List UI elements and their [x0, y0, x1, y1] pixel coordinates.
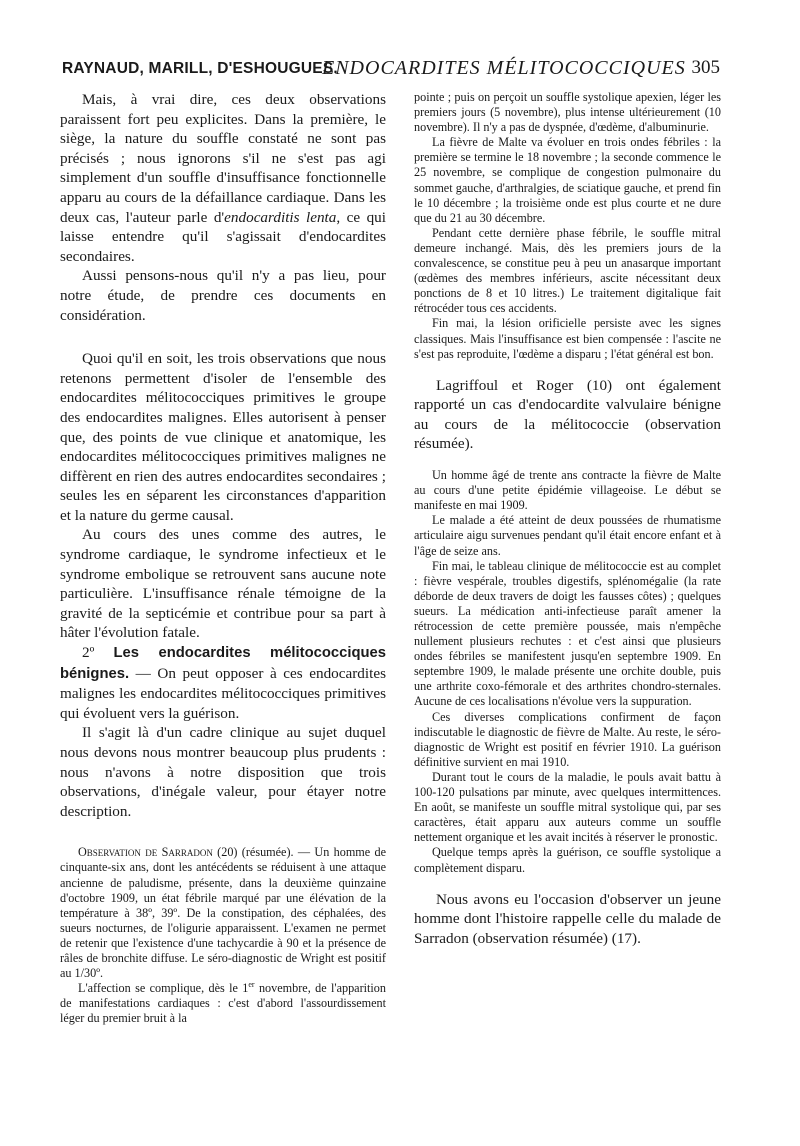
paragraph: Il s'agit là d'un cadre clinique au sujet duquel nous devons nous montrer beaucoup plus prudents : nous n'avons à notre disposition que trois observations, d'inégale valeur, pour étayer notre description.	[60, 724, 386, 820]
observation-paragraph: Durant tout le cours de la maladie, le pouls avait battu à 100-120 pulsations par minute, avec quelques intermittences. En août, se manifeste un souffle mitral systolique qui, par ses caractères, était apparu aux auteurs comme un souffle nettement organique et les avait incités à réserver le pronostic.	[414, 769, 721, 845]
section-heading: Les endocardites mélitococciques bénignes.	[60, 645, 386, 682]
observation-paragraph: Fin mai, la lésion orificielle persiste avec les signes classiques. Mais l'insuffisance est bien compensée : l'ascite ne s'est pas reproduite, l'œdème a disparu ; l'état général est bon.	[414, 316, 721, 361]
page-number: 305	[691, 57, 720, 78]
left-column	[60, 90, 386, 1027]
observation-paragraph: Le malade a été atteint de deux poussées de rhumatisme articulaire aigu survenues pendant qu'il était encore enfant et à l'âge de seize ans.	[414, 513, 721, 558]
paragraph: Aussi pensons-nous qu'il n'y a pas lieu, pour notre étude, de prendre ces documents en considération.	[60, 267, 386, 324]
observation-paragraph: La fièvre de Malte va évoluer en trois ondes fébriles : la première se termine le 18 novembre ; la seconde commence le 25 novembre, se complique de congestion pulmonaire du sommet gauche, d'arthralgies, de sciatique gauche, et prend fin le 10 décembre ; la troisième onde est plus courte et ne dure que du 21 au 30 décembre.	[414, 135, 721, 225]
spacer	[60, 821, 386, 845]
section-paragraph: 2º Les endocardites mélitococciques bénignes. — On peut opposer à ces endocardites malignes les endocardites mélitococciques primitives qui évoluent vers la guérison.	[60, 644, 386, 722]
paragraph: Mais, à vrai dire, ces deux observations paraissent fort peu explicites. Dans la première, le siège, la nature du souffle constaté ne sont pas précisés ; nous ignorons s'il ne s'est pas agi simplement d'un souffle d'insuffisance fonctionnelle apparu au cours de la défaillance cardiaque. Dans les deux cas, l'auteur parle d'endocarditis lenta, ce qui laisse entendre qu'il s'agissait d'endocardites secondaires.	[60, 91, 386, 265]
paragraph: Quoi qu'il en soit, les trois observations que nous retenons permettent d'isoler de l'ensemble des endocardites mélitococciques primitives le groupe des endocardites malignes. Elles autorisent à penser que, des points de vue clinique et anatomique, les endocardites mélitococciques primitives malignes ne diffèrent en rien des autres endocardites secondaires ; seules les en séparent les circonstances d'apparition et la nature du germe causal.	[60, 350, 386, 524]
spacer	[414, 454, 721, 468]
observation-paragraph: L'affection se complique, dès le 1er novembre, de l'apparition de manifestations cardiaques : c'est d'abord l'assourdissement léger du premier bruit à la	[60, 980, 386, 1026]
spacer	[414, 876, 721, 890]
observation-paragraph: pointe ; puis on perçoit un souffle systolique apexien, léger les premiers jours (5 novembre), plus intense ultérieurement (10 novembre). Il n'y a pas de dyspnée, d'œdème, d'albuminurie.	[414, 90, 721, 135]
paragraph: Au cours des unes comme des autres, le syndrome cardiaque, le syndrome infectieux et le syndrome embolique se retrouvent sans aucune note particulière. L'insuffisance rénale témoigne de la gravité de la septicémie et contribue pour sa part à hâter l'évolution fatale.	[60, 526, 386, 642]
observation-paragraph: Fin mai, le tableau clinique de mélitococcie est au complet : fièvre vespérale, troubles digestifs, splénomégalie (la rate déborde de deux travers de doigt les fausses côtes) ; quelques sueurs. La médication anti-infectieuse paraît amener la rétrocession de cette première poussée, mais n'empêche nullement plusieurs rechutes : et c'est ainsi que plusieurs ondes fébriles se manifestent jusqu'en septembre 1909. En septembre 1909, le malade présente une orchite double, puis une arthrite coxo-fémorale et des arthrites chondro-sternales. Aucune de ces localisations n'évolue vers la suppuration.	[414, 558, 721, 709]
italic-term: endocarditis lenta	[224, 208, 337, 226]
section-number: 2º	[82, 644, 95, 662]
observation-paragraph: Un homme âgé de trente ans contracte la fièvre de Malte au cours d'une petite épidémie villageoise. Le début se manifeste en mai 1909.	[414, 468, 721, 513]
spacer	[414, 362, 721, 376]
header-title: ENDOCARDITES MÉLITOCOCCIQUES	[322, 57, 686, 79]
observation-label: Observation de Sarradon	[78, 845, 213, 860]
observation-paragraph: Quelque temps après la guérison, ce souffle systolique a complètement disparu.	[414, 845, 721, 875]
observation-paragraph: Pendant cette dernière phase fébrile, le souffle mitral demeure inchangé. Mais, dès les premiers jours de la convalescence, se constitue peu à peu un anasarque important (œdèmes des membres inférieurs, ascite nécessitant deux ponctions de 8 et 10 litres.) Le traitement digitalique fait rétrocéder tous ces accidents.	[414, 225, 721, 316]
spacer	[60, 325, 386, 349]
observation-paragraph: Ces diverses complications confirment de façon indiscutable le diagnostic de fièvre de Malte. Au reste, le séro-diagnostic de Wright est positif en février 1910. La guérison définitive survient en mai 1910.	[414, 709, 721, 769]
header-authors: RAYNAUD, MARILL, D'ESHOUGUES.	[62, 60, 338, 77]
right-column	[414, 90, 721, 948]
running-header	[62, 55, 720, 87]
observation-paragraph: Observation de Sarradon (20) (résumée). — Un homme de cinquante-six ans, dont les antécédents se réduisent à une attaque ancienne de paludisme, présente, dans la deuxième quinzaine d'octobre 1909, un état fébrile marqué par une élévation de la température à 38º, 39º. De la constipation, des céphalées, des sueurs nocturnes, de l'oligurie apparaissent. L'examen ne permet de retenir que l'existence d'une tachycardie à 90 et la présence de râles de bronchite diffuse. Le séro-diagnostic de Wright est positif au 1/30º.	[60, 845, 387, 981]
paragraph: Nous avons eu l'occasion d'observer un jeune homme dont l'histoire rappelle celle du malade de Sarradon (observation résumée) (17).	[414, 890, 721, 947]
paragraph: Lagriffoul et Roger (10) ont également rapporté un cas d'endocardite valvulaire bénigne au cours de la mélitococcie (observation résumée).	[414, 376, 721, 453]
